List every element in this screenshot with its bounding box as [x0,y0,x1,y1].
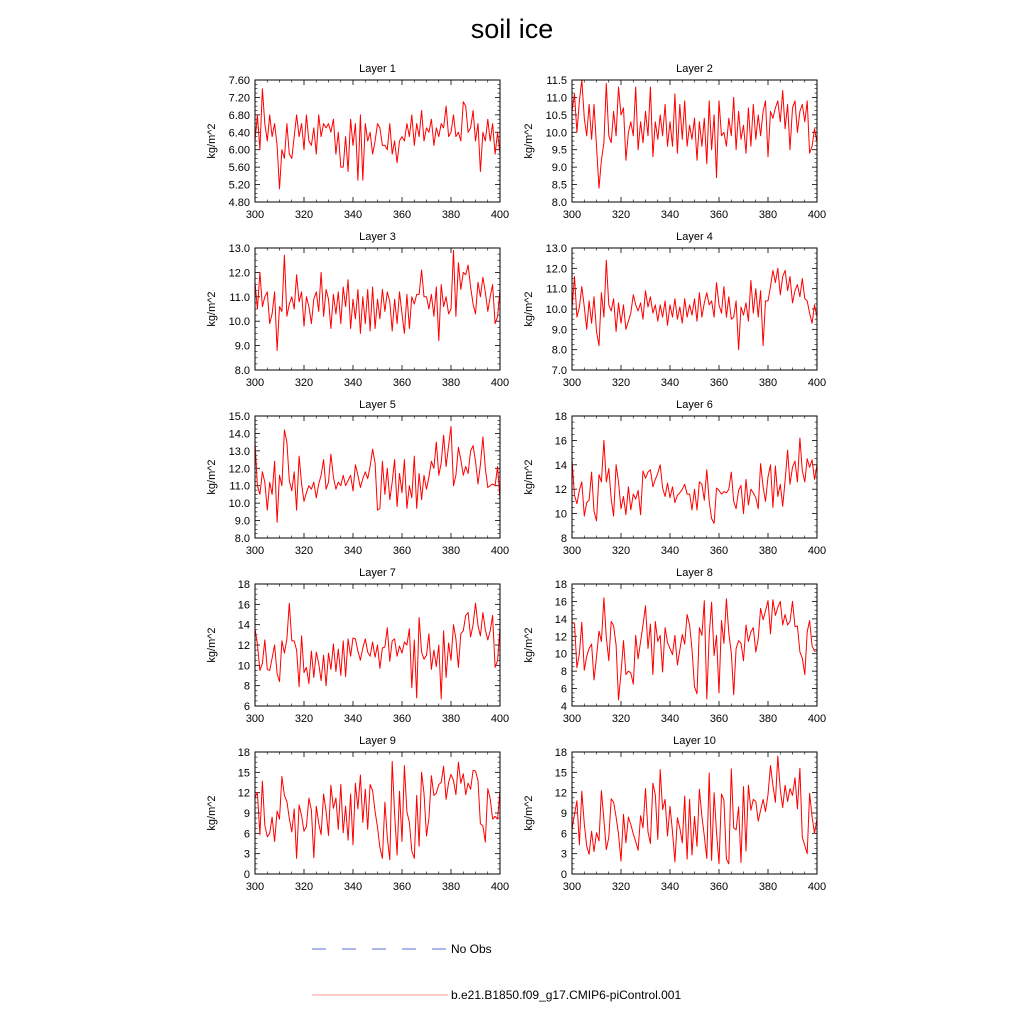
y-tick-label: 9.5 [551,144,567,157]
x-tick-label: 340 [343,209,363,221]
x-tick-label: 400 [490,713,510,725]
y-tick-label: 9 [243,808,250,820]
series-line [255,603,500,699]
y-axis-label: kg/m^2 [523,123,535,159]
y-tick-label: 18 [554,579,567,591]
x-tick-label: 300 [562,545,582,557]
panel-title: Layer 4 [676,231,713,243]
y-tick-label: 18 [237,579,250,591]
y-tick-label: 10.0 [228,316,250,329]
x-tick-label: 340 [343,713,363,725]
y-tick-label: 9.0 [551,324,567,337]
x-tick-label: 400 [490,209,510,221]
x-tick-label: 320 [611,545,631,557]
y-axis-label: kg/m^2 [206,627,218,663]
y-axis-label: kg/m^2 [206,459,218,495]
panel-layer-7 [206,567,509,725]
y-tick-label: 16 [554,435,567,448]
y-tick-label: 10.0 [545,127,567,140]
y-tick-label: 13.0 [545,243,567,255]
x-tick-label: 360 [392,377,412,389]
panel-title: Layer 9 [359,735,396,747]
panel-layer-3 [206,231,509,389]
y-axis-label: kg/m^2 [206,795,218,831]
panel-title: Layer 8 [676,567,713,579]
y-tick-label: 13.0 [228,445,250,458]
y-tick-label: 12 [237,787,250,800]
panel-layer-9 [206,735,509,893]
y-tick-label: 9.0 [551,162,567,175]
y-tick-label: 10.0 [545,304,567,316]
y-tick-label: 10 [554,508,567,521]
y-tick-label: 6.80 [228,109,250,122]
y-tick-label: 13.0 [228,243,250,255]
panel-layer-1 [206,63,509,221]
panel-layer-6 [523,399,826,557]
plot-frame [255,248,500,370]
y-tick-label: 5.60 [228,162,250,175]
plot-frame [572,416,817,538]
x-tick-label: 380 [441,545,461,557]
plot-frame [572,80,817,202]
y-tick-label: 11.5 [546,75,567,87]
series-line [255,89,500,189]
x-tick-label: 300 [562,713,582,725]
x-tick-label: 400 [490,545,510,557]
x-tick-label: 340 [343,545,363,557]
y-axis-label: kg/m^2 [523,627,535,663]
x-tick-label: 320 [294,545,314,557]
y-tick-label: 8 [243,680,250,693]
y-tick-label: 15.0 [228,411,250,423]
x-tick-label: 300 [245,209,265,221]
x-tick-label: 400 [807,545,827,557]
y-tick-label: 8.0 [234,365,250,377]
x-tick-label: 380 [441,209,461,221]
x-tick-label: 320 [294,713,314,725]
series-line [255,250,500,350]
panel-title: Layer 7 [359,567,396,579]
plot-frame [255,80,500,202]
x-tick-label: 380 [441,881,461,893]
x-tick-label: 300 [562,209,582,221]
x-tick-label: 360 [392,713,412,725]
legend-swatch-no-obs [312,943,448,955]
y-tick-label: 14 [554,459,567,472]
x-tick-label: 340 [660,209,680,221]
x-tick-label: 340 [660,377,680,389]
y-tick-label: 12 [237,640,250,652]
y-tick-label: 8 [560,533,567,545]
y-tick-label: 10 [237,660,250,673]
panel-title: Layer 6 [676,399,713,411]
y-tick-label: 6 [243,828,250,841]
y-tick-label: 11.0 [229,291,250,304]
x-tick-label: 360 [392,209,412,221]
x-tick-label: 380 [758,881,778,893]
y-tick-label: 9.0 [234,515,250,528]
y-tick-label: 4.80 [228,197,250,209]
y-tick-label: 9.0 [234,340,250,353]
x-tick-label: 320 [611,713,631,725]
x-tick-label: 400 [490,377,510,389]
x-tick-label: 340 [660,881,680,893]
panel-layer-5 [206,399,509,557]
legend-label-no-obs: No Obs [451,942,492,956]
legend-label-model-run: b.e21.B1850.f09_g17.CMIP6-piControl.001 [451,988,682,1002]
y-tick-label: 12 [554,631,567,644]
x-tick-label: 380 [758,545,778,557]
y-tick-label: 8.0 [551,344,567,357]
y-tick-label: 14.0 [228,428,250,441]
y-tick-label: 6 [560,828,567,841]
x-tick-label: 400 [807,377,827,389]
y-tick-label: 6 [243,701,250,713]
y-tick-label: 10.0 [228,498,250,511]
series-line [255,762,500,860]
x-tick-label: 300 [562,377,582,389]
x-tick-label: 320 [611,209,631,221]
y-axis-label: kg/m^2 [206,123,218,159]
panel-layer-4 [523,231,826,389]
x-tick-label: 320 [294,377,314,389]
y-tick-label: 18 [554,747,567,759]
series-line [572,756,817,864]
x-tick-label: 320 [611,377,631,389]
x-tick-label: 360 [709,377,729,389]
y-axis-label: kg/m^2 [206,291,218,327]
x-tick-label: 380 [758,377,778,389]
y-tick-label: 16 [237,599,250,612]
y-tick-label: 10.5 [545,109,567,122]
x-tick-label: 360 [709,545,729,557]
y-tick-label: 3 [560,848,567,861]
y-tick-label: 8.5 [551,179,567,192]
x-tick-label: 400 [807,881,827,893]
y-tick-label: 12 [554,484,567,497]
y-tick-label: 14 [237,619,250,632]
y-axis-label: kg/m^2 [523,291,535,327]
panel-title: Layer 2 [676,63,713,75]
x-tick-label: 400 [807,713,827,725]
y-tick-label: 6.40 [228,127,250,140]
panel-layer-10 [523,735,826,893]
x-tick-label: 360 [709,713,729,725]
x-tick-label: 360 [709,881,729,893]
y-tick-label: 3 [243,848,250,861]
y-tick-label: 7.20 [228,92,250,105]
y-tick-label: 16 [554,596,567,609]
y-tick-label: 8.0 [234,533,250,545]
y-tick-label: 8 [560,666,567,679]
panel-title: Layer 10 [673,735,716,747]
y-tick-label: 0 [560,869,567,881]
x-tick-label: 300 [245,545,265,557]
y-tick-label: 12.0 [228,463,250,476]
x-tick-label: 340 [660,545,680,557]
y-tick-label: 11.0 [546,283,567,296]
y-tick-label: 11.0 [229,480,250,493]
y-tick-label: 7.60 [228,75,250,87]
x-tick-label: 380 [441,377,461,389]
x-tick-label: 380 [758,713,778,725]
x-tick-label: 300 [245,881,265,893]
y-tick-label: 14 [554,613,567,626]
y-tick-label: 12.0 [228,267,250,280]
y-tick-label: 12.0 [545,263,567,276]
y-axis-label: kg/m^2 [523,459,535,495]
series-line [572,80,817,188]
legend-swatch-model-run [312,989,448,1001]
y-tick-label: 7.0 [551,365,567,377]
x-tick-label: 320 [294,209,314,221]
panel-layer-8 [523,567,826,725]
y-tick-label: 10 [554,648,567,661]
y-axis-label: kg/m^2 [523,795,535,831]
y-tick-label: 9 [560,808,567,820]
y-tick-label: 6 [560,683,567,696]
x-tick-label: 400 [807,209,827,221]
y-tick-label: 18 [554,411,567,423]
series-line [572,598,817,700]
x-tick-label: 340 [343,881,363,893]
x-tick-label: 340 [343,377,363,389]
y-tick-label: 5.20 [228,179,250,192]
x-tick-label: 320 [294,881,314,893]
chart-title: soil ice [470,14,554,44]
plot-frame [255,752,500,874]
y-tick-label: 15 [554,767,567,780]
x-tick-label: 340 [660,713,680,725]
x-tick-label: 360 [392,545,412,557]
x-tick-label: 380 [758,209,778,221]
panel-title: Layer 3 [359,231,396,243]
plot-frame [572,248,817,370]
y-tick-label: 0 [243,869,250,881]
y-tick-label: 8.0 [551,197,567,209]
series-line [572,438,817,523]
y-tick-label: 4 [560,701,567,713]
plot-frame [255,416,500,538]
x-tick-label: 380 [441,713,461,725]
panel-title: Layer 1 [359,63,396,75]
x-tick-label: 300 [245,377,265,389]
x-tick-label: 360 [709,209,729,221]
panel-layer-2 [523,63,826,221]
x-tick-label: 300 [245,713,265,725]
series-line [255,427,500,523]
plot-frame [572,752,817,874]
y-tick-label: 6.00 [228,144,250,157]
y-tick-label: 11.0 [546,92,567,105]
series-line [572,260,817,350]
x-tick-label: 360 [392,881,412,893]
x-tick-label: 400 [490,881,510,893]
x-tick-label: 300 [562,881,582,893]
x-tick-label: 320 [611,881,631,893]
y-tick-label: 18 [237,747,250,759]
y-tick-label: 15 [237,767,250,780]
y-tick-label: 12 [554,787,567,800]
panel-title: Layer 5 [359,399,396,411]
